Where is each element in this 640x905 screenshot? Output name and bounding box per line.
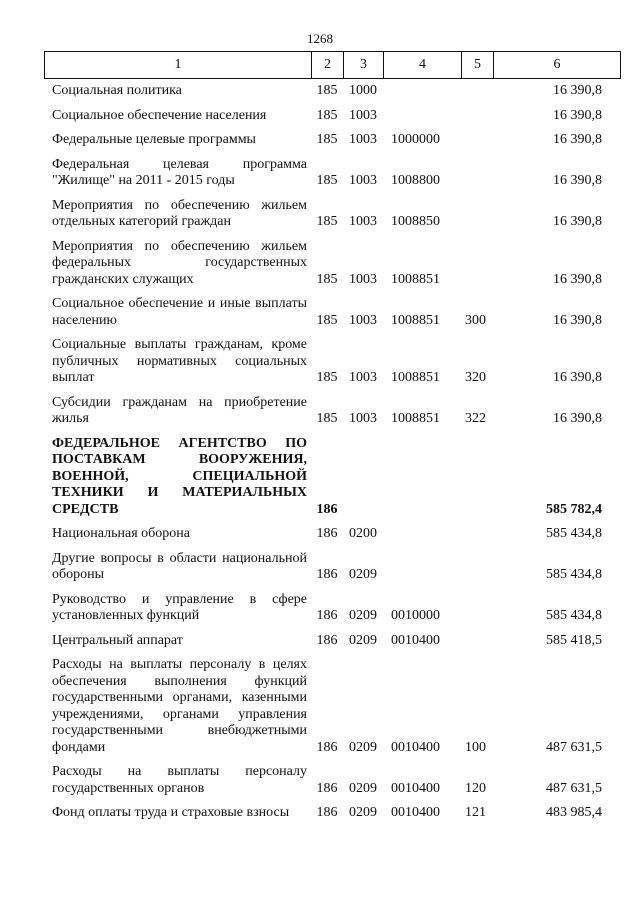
page-number: 1268 [307, 31, 333, 46]
row-spacer-cell [44, 329, 620, 337]
row-amount: 585 418,5 [546, 632, 602, 648]
row-spacer [44, 797, 620, 805]
row-target-code: 0010400 [391, 739, 440, 755]
row-spacer-cell [44, 584, 620, 592]
row-target-code [383, 551, 461, 584]
row-spacer [44, 149, 620, 157]
row-target-code [383, 108, 461, 125]
column-header-6: 6 [494, 52, 621, 79]
row-spacer-cell [44, 231, 620, 239]
row-amount: 16 390,8 [553, 107, 602, 123]
row-spacer-cell [44, 625, 620, 633]
row-amount: 16 390,8 [553, 411, 602, 426]
row-amount: 483 985,4 [546, 805, 602, 820]
row-spacer [44, 387, 620, 395]
row-spacer [44, 190, 620, 198]
row-ministry-code: 186 [316, 526, 338, 541]
row-name-cell: Мероприятия по обеспечению жильем федеральных государственных гражданских служащих [52, 238, 307, 287]
row-ministry-code: 186 [316, 632, 338, 648]
row-spacer [44, 625, 620, 633]
row-ministry-code: 185 [316, 107, 338, 123]
row-target-code [383, 83, 461, 100]
row-spacer-cell [44, 649, 620, 657]
row-section-code: 1003 [349, 312, 377, 328]
row-target-code [383, 526, 461, 543]
row-name-cell: Расходы на выплаты персоналу в целях обеспечения выполнения функций государственными органами, казенными учреждениями, органами управления государственными внебюджетными фондами [52, 657, 307, 755]
row-amount: 487 631,5 [546, 739, 602, 755]
row-section-code: 1003 [349, 107, 377, 123]
row-target-code: 1008800 [391, 173, 440, 188]
row-target-code: 0010400 [391, 805, 440, 820]
row-ministry-code: 185 [316, 83, 338, 98]
row-name-cell: Национальная оборона [52, 526, 190, 541]
row-amount: 16 390,8 [553, 132, 602, 147]
column-header-table [44, 51, 621, 79]
row-amount: 16 390,8 [553, 312, 602, 328]
row-ministry-code: 185 [316, 214, 338, 229]
row-target-code: 0010000 [391, 608, 440, 623]
row-amount: 16 390,8 [553, 370, 602, 385]
row-section-code: 1003 [349, 411, 377, 426]
table-row [44, 132, 620, 149]
row-section-code: 0209 [349, 739, 377, 755]
row-section-code: 0200 [349, 526, 377, 541]
row-ministry-code: 185 [316, 132, 338, 147]
row-spacer-cell [44, 288, 620, 296]
row-ministry-code: 185 [316, 173, 338, 188]
row-amount: 16 390,8 [553, 214, 602, 229]
row-name-cell: Центральный аппарат [52, 632, 183, 648]
table-row [44, 296, 620, 329]
row-target-code: 1008851 [391, 370, 440, 385]
row-name-cell: Социальное обеспечение и иные выплаты населению [52, 296, 307, 328]
row-expense-type-code [461, 526, 493, 543]
row-target-code: 1000000 [391, 132, 440, 147]
row-section-code: 1003 [349, 370, 377, 385]
row-spacer-cell [44, 100, 620, 108]
row-spacer [44, 329, 620, 337]
row-amount: 16 390,8 [553, 83, 602, 98]
row-spacer [44, 428, 620, 436]
row-amount: 16 390,8 [553, 271, 602, 287]
row-expense-type-code [461, 157, 493, 190]
row-expense-type-code [461, 108, 493, 125]
row-spacer [44, 288, 620, 296]
row-expense-type-code [461, 198, 493, 231]
row-target-code: 1008851 [391, 312, 440, 328]
row-section-code: 0209 [349, 805, 377, 820]
row-name-cell: Социальная политика [52, 83, 182, 98]
column-header-1: 1 [45, 52, 312, 79]
row-name-cell: Субсидии гражданам на приобретение жилья [52, 394, 307, 426]
row-name-cell: Мероприятия по обеспечению жильем отдельных категорий граждан [52, 197, 307, 229]
row-name-cell: Федеральная целевая программа "Жилище" на 2011 - 2015 годы [52, 156, 307, 188]
column-header-3: 3 [344, 52, 384, 79]
table-row [44, 592, 620, 625]
row-amount: 585 434,8 [546, 567, 602, 582]
row-expense-type-code [461, 592, 493, 625]
row-ministry-code: 186 [316, 739, 338, 755]
column-header-4: 4 [384, 52, 462, 79]
row-section-code [343, 436, 383, 519]
row-amount: 585 782,4 [546, 501, 602, 517]
table-row [44, 337, 620, 387]
row-expense-type-code: 100 [465, 739, 486, 755]
row-spacer-cell [44, 518, 620, 526]
row-name-cell: Федеральные целевые программы [52, 132, 256, 147]
row-section-code: 1000 [349, 83, 377, 98]
table-row [44, 83, 620, 100]
table-row [44, 657, 620, 756]
row-ministry-code: 186 [316, 567, 338, 582]
row-name-cell: Социальные выплаты гражданам, кроме публичных нормативных социальных выплат [52, 337, 307, 385]
row-target-code [383, 436, 461, 519]
row-expense-type-code: 320 [465, 370, 486, 385]
row-target-code: 1008850 [391, 214, 440, 229]
table-row [44, 157, 620, 190]
row-section-code: 1003 [349, 173, 377, 188]
row-spacer [44, 584, 620, 592]
table-row [44, 239, 620, 289]
row-ministry-code: 185 [316, 370, 338, 385]
row-spacer-cell [44, 124, 620, 132]
column-header-5: 5 [462, 52, 494, 79]
row-amount: 585 434,8 [546, 608, 602, 623]
row-spacer-cell [44, 543, 620, 551]
row-spacer [44, 518, 620, 526]
row-name-cell: Социальное обеспечение населения [52, 107, 267, 123]
row-spacer-cell [44, 149, 620, 157]
row-expense-type-code [461, 132, 493, 149]
row-ministry-code: 185 [316, 312, 338, 328]
table-row [44, 395, 620, 428]
row-ministry-code: 186 [316, 780, 338, 796]
row-name-cell: Другие вопросы в области национальной обороны [52, 550, 307, 582]
row-expense-type-code: 121 [465, 805, 486, 820]
row-spacer-cell [44, 428, 620, 436]
table-row [44, 633, 620, 650]
row-name-cell: ФЕДЕРАЛЬНОЕ АГЕНТСТВО ПО ПОСТАВКАМ ВООРУЖЕНИЯ, ВОЕННОЙ, СПЕЦИАЛЬНОЙ ТЕХНИКИ И МАТЕРИАЛЬНЫХ СРЕДСТВ [52, 435, 307, 517]
table-row [44, 198, 620, 231]
row-ministry-code: 185 [316, 411, 338, 426]
row-name-cell: Фонд оплаты труда и страховые взносы [52, 805, 290, 820]
row-target-code: 1008851 [391, 411, 440, 426]
table-row [44, 551, 620, 584]
row-spacer-cell [44, 756, 620, 764]
row-name-cell: Руководство и управление в сфере установленных функций [52, 591, 307, 623]
row-amount: 16 390,8 [553, 173, 602, 188]
row-section-code: 1003 [349, 214, 377, 229]
row-section-code: 1003 [349, 132, 377, 147]
row-spacer-cell [44, 797, 620, 805]
row-spacer [44, 543, 620, 551]
row-target-code: 0010400 [391, 632, 440, 648]
row-spacer [44, 649, 620, 657]
table-row [44, 526, 620, 543]
row-ministry-code: 185 [316, 271, 338, 287]
row-amount: 585 434,8 [546, 526, 602, 541]
column-header-row [45, 52, 621, 79]
row-expense-type-code [461, 83, 493, 100]
budget-table [44, 83, 620, 822]
row-spacer [44, 756, 620, 764]
table-row [44, 805, 620, 822]
row-spacer-cell [44, 190, 620, 198]
row-section-code: 0209 [349, 780, 377, 796]
row-expense-type-code: 120 [465, 780, 486, 796]
row-spacer [44, 100, 620, 108]
row-name-cell: Расходы на выплаты персоналу государственных органов [52, 764, 307, 796]
row-expense-type-code [461, 239, 493, 289]
row-spacer-cell [44, 387, 620, 395]
row-amount: 487 631,5 [546, 780, 602, 796]
row-spacer [44, 124, 620, 132]
row-target-code: 0010400 [391, 780, 440, 796]
row-spacer [44, 231, 620, 239]
table-row [44, 108, 620, 125]
row-expense-type-code: 322 [465, 411, 486, 426]
row-section-code: 0209 [349, 567, 377, 582]
row-ministry-code: 186 [316, 501, 338, 517]
row-section-code: 0209 [349, 632, 377, 648]
table-row [44, 764, 620, 797]
row-target-code: 1008851 [391, 271, 440, 287]
row-expense-type-code [461, 436, 493, 519]
table-row [44, 436, 620, 519]
row-expense-type-code [461, 551, 493, 584]
row-expense-type-code [461, 633, 493, 650]
row-ministry-code: 186 [316, 608, 338, 623]
row-expense-type-code: 300 [465, 312, 486, 328]
row-section-code: 0209 [349, 608, 377, 623]
column-header-2: 2 [312, 52, 344, 79]
row-section-code: 1003 [349, 271, 377, 287]
row-ministry-code: 186 [316, 805, 338, 820]
